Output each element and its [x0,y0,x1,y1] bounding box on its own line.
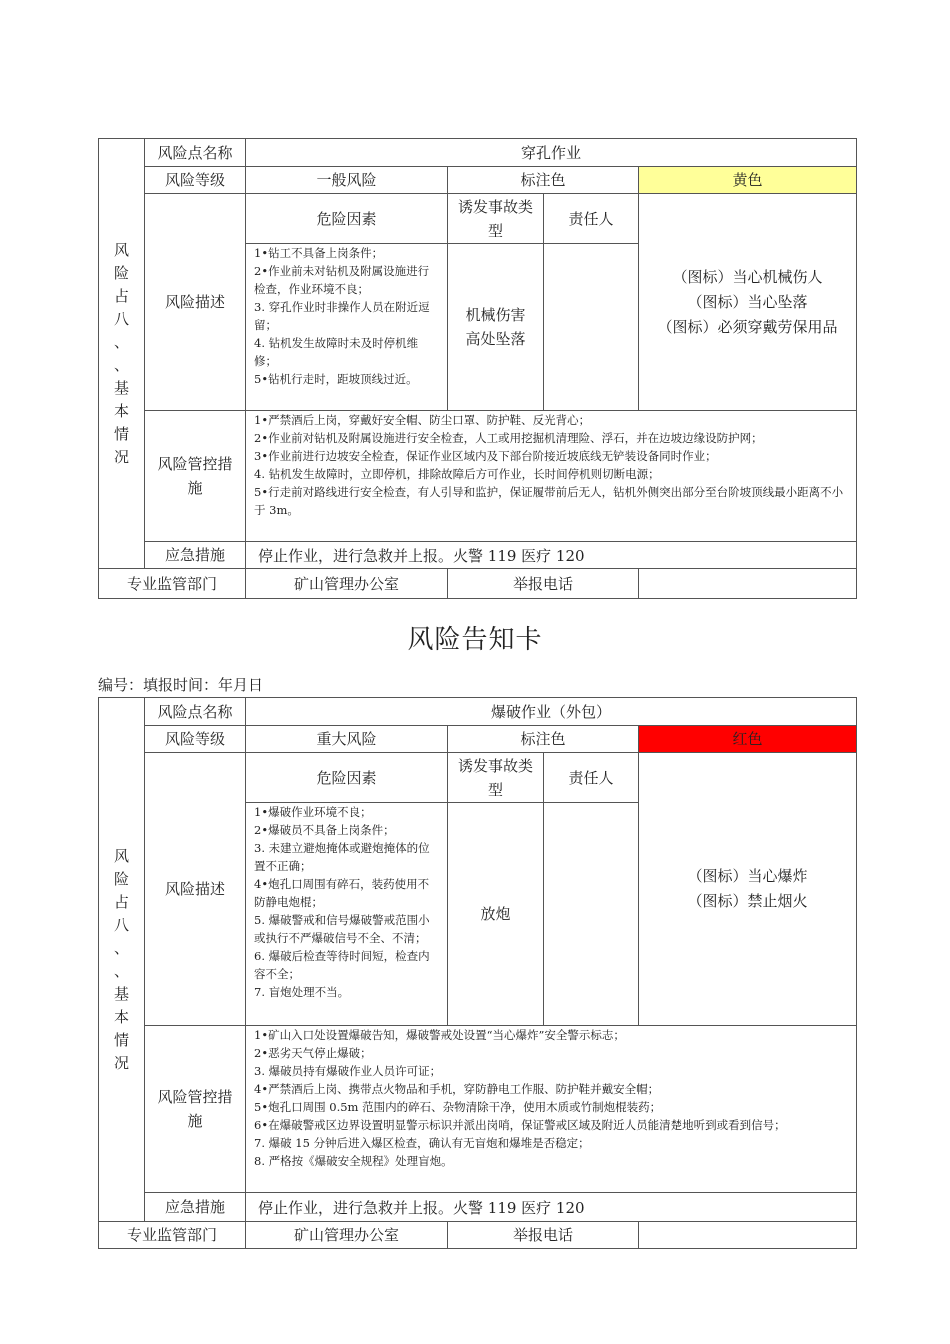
hazard-item: 7. 盲炮处理不当。 [254,985,350,999]
safety-signs [639,753,857,1026]
dept-label: 专业监管部门 [99,569,246,599]
responsible-person [544,803,639,1026]
hazard-item: 6. 爆破后检查等待时间短，检查内容不全； [254,949,430,981]
control-measures-label: 风险管控措施 [145,411,246,542]
sign-item: （图标）禁止烟火 [687,892,808,910]
control-measures-label: 风险管控措施 [145,1026,246,1193]
hazard-list [246,803,448,1026]
hazard-item: 1•钻工不具备上岗条件； [254,246,384,260]
hazard-item: 1•爆破作业环境不良； [254,805,372,819]
control-item: 2•作业前对钻机及附属设施进行安全检查，人工或用挖掘机清理险、浮石，并在边坡边缘设防护网； [254,431,763,445]
control-item: 1•严禁酒后上岗，穿戴好安全帽、防尘口罩、防护鞋、反光背心； [254,413,591,427]
point-name-label: 风险点名称 [145,698,246,726]
control-item: 8. 严格按《爆破安全规程》处理盲炮。 [254,1154,453,1168]
basic-info-side-label: 风 险 占 八 、 、 基 本 情 况 [99,139,145,569]
point-name-value: 穿孔作业 [246,139,857,167]
dept-value: 矿山管理办公室 [246,569,448,599]
emergency-value: 停止作业，进行急救并上报。火警 119 医疗 120 [246,1193,857,1222]
sign-item: （图标）必须穿戴劳保用品 [657,317,838,336]
safety-signs [639,194,857,411]
control-item: 7. 爆破 15 分钟后进入爆区检查，确认有无盲炮和爆堆是否稳定； [254,1136,590,1150]
report-phone-label: 举报电话 [448,569,639,599]
hazard-item: 3. 未建立避炮掩体或避炮掩体的位置不正确； [254,841,430,873]
accident-types: 机械伤害 高处坠落 [448,244,544,411]
point-name-label: 风险点名称 [145,139,246,167]
responsible-person [544,244,639,411]
risk-level-label: 风险等级 [145,726,246,753]
responsible-header: 责任人 [544,753,639,803]
risk-description-label: 风险描述 [145,194,246,411]
form-meta: 编号：填报时间：年月日 [98,676,264,694]
accident-type-header: 诱发事故类型 [448,194,544,244]
emergency-label: 应急措施 [145,542,246,569]
accident-types: 放炮 [448,803,544,1026]
risk-level-value: 重大风险 [246,726,448,753]
risk-level-value: 一般风险 [246,167,448,194]
emergency-value: 停止作业，进行急救并上报。火警 119 医疗 120 [246,542,857,569]
hazard-item: 4•炮孔口周围有碎石，装药使用不防静电炮棍； [254,877,430,909]
emergency-label: 应急措施 [145,1193,246,1222]
hazard-header: 危险因素 [246,194,448,244]
color-label: 标注色 [448,726,639,753]
hazard-item: 5. 爆破警戒和信号爆破警戒范围小或执行不严爆破信号不全、不清； [254,913,430,945]
control-item: 4•严禁酒后上岗、携带点火物品和手机，穿防静电工作服、防护鞋并戴安全帽； [254,1082,660,1096]
responsible-header: 责任人 [544,194,639,244]
basic-info-side-label: 风 险 占 八 、 、 基 本 情 况 [99,698,145,1222]
point-name-value: 爆破作业（外包） [246,698,857,726]
control-item: 6•在爆破警戒区边界设置明显警示标识并派出岗哨，保证警戒区域及附近人员能清楚地听到或看到信号； [254,1118,786,1132]
control-item: 3. 爆破员持有爆破作业人员许可证； [254,1064,442,1078]
report-phone-label: 举报电话 [448,1222,639,1249]
risk-card-drilling [98,138,857,599]
report-phone-value [639,1222,857,1249]
dept-label: 专业监管部门 [99,1222,246,1249]
color-label: 标注色 [448,167,639,194]
hazard-list [246,244,448,411]
hazard-header: 危险因素 [246,753,448,803]
color-value-yellow: 黄色 [639,167,857,194]
hazard-item: 5•钻机行走时，距坡顶线过近。 [254,372,418,386]
hazard-item: 4. 钻机发生故障时未及时停机维修； [254,336,419,368]
sign-item: （图标）当心机械伤人 [672,267,823,286]
sign-item: （图标）当心爆炸 [687,867,808,885]
control-item: 5•炮孔口周围 0.5m 范围内的碎石、杂物清除干净，使用木质或竹制炮棍装药； [254,1100,662,1114]
hazard-item: 2•爆破员不具备上岗条件； [254,823,395,837]
report-phone-value [639,569,857,599]
control-measures-list [246,411,857,542]
color-value-red: 红色 [639,726,857,753]
control-item: 2•恶劣天气停止爆破； [254,1046,372,1060]
control-item: 5•行走前对路线进行安全检查，有人引导和监护，保证履带前后无人，钻机外侧突出部分至台阶坡顶线最小距离不小于 3m。 [254,485,844,517]
control-item: 3•作业前进行边坡安全检查，保证作业区域内及下部台阶接近坡底线无铲装设备同时作业； [254,449,717,463]
page-title: 风险告知卡 [407,625,543,655]
control-measures-list [246,1026,857,1193]
risk-level-label: 风险等级 [145,167,246,194]
risk-description-label: 风险描述 [145,753,246,1026]
accident-type-header: 诱发事故类型 [448,753,544,803]
risk-card-blasting [98,697,857,1249]
control-item: 4. 钻机发生故障时，立即停机，排除故障后方可作业，长时间停机则切断电源； [254,467,660,481]
hazard-item: 3. 穿孔作业时非操作人员在附近逗留； [254,300,430,332]
control-item: 1•矿山入口处设置爆破告知，爆破警戒处设置“当心爆炸”安全警示标志； [254,1028,625,1042]
dept-value: 矿山管理办公室 [246,1222,448,1249]
hazard-item: 2•作业前未对钻机及附属设施进行检查，作业环境不良； [254,264,430,296]
sign-item: （图标）当心坠落 [687,292,808,311]
